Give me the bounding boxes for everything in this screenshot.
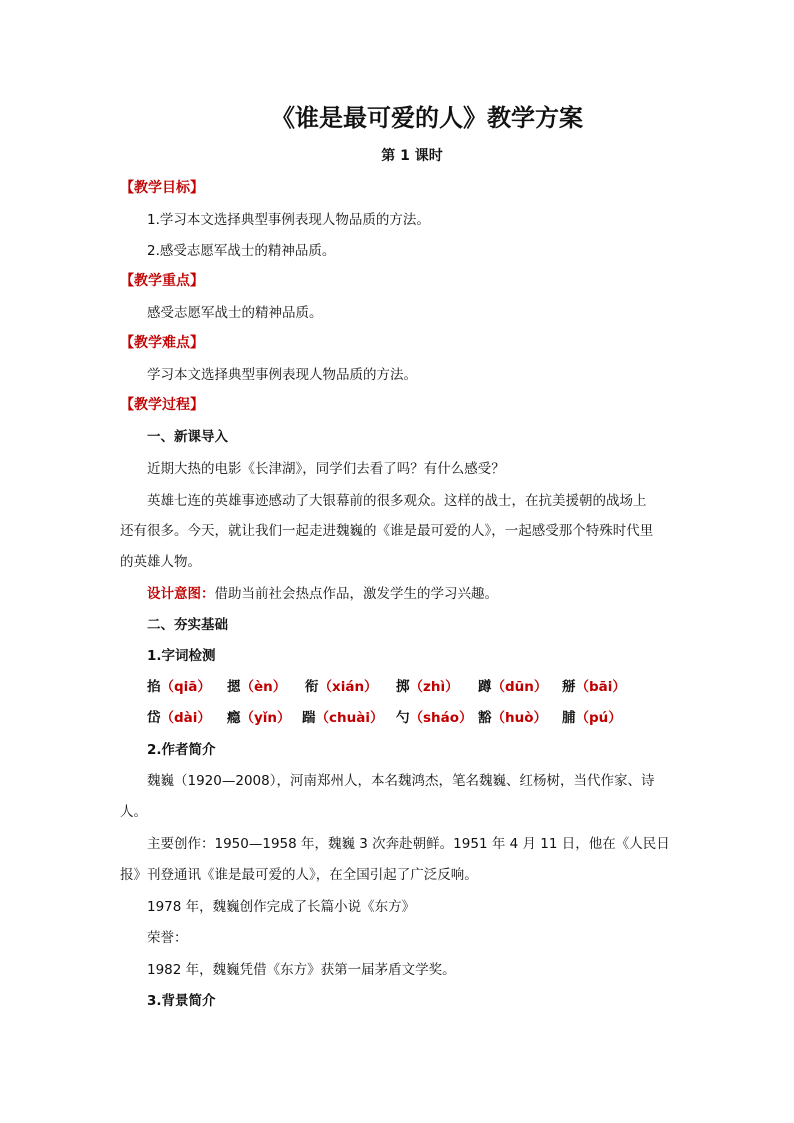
vocab-item: 踹（chuài） [302,710,384,726]
objectives-heading: 【教学目标】 [120,180,204,196]
part2-heading: 二、夯实基础 [147,617,228,633]
vocab-item: 掐（qiā） [147,679,211,695]
difficulty-heading: 【教学难点】 [120,335,204,351]
part1-heading: 一、新课导入 [147,429,228,445]
focus-text: 感受志愿军战士的精神品质。 [147,305,323,321]
part1-paragraph-2-line-2: 还有很多。今天，就让我们一起走进魏巍的《谁是最可爱的人》，一起感受那个特殊时代里 [120,523,654,539]
honor-text: 1982 年，魏巍凭借《东方》获第一届茅盾文学奖。 [147,962,456,978]
background-heading: 3.背景简介 [147,993,216,1009]
process-heading: 【教学过程】 [120,397,204,413]
part1-paragraph-1: 近期大热的电影《长津湖》，同学们去看了吗？有什么感受？ [147,461,505,477]
focus-heading: 【教学重点】 [120,273,204,289]
design-intent-text: 借助当前社会热点作品，激发学生的学习兴趣。 [214,586,498,602]
honor-label: 荣誉： [147,930,188,946]
vocab-item: 瘾（yǐn） [227,710,291,726]
document-title: 《谁是最可爱的人》教学方案 [271,103,583,132]
vocab-item: 脯（pú） [562,710,622,726]
part1-paragraph-2-line-1: 英雄七连的英雄事迹感动了大银幕前的很多观众。这样的战士，在抗美援朝的战场上 [147,493,647,509]
objective-item-2: 2.感受志愿军战士的精神品质。 [147,243,336,259]
part1-paragraph-2-line-3: 的英雄人物。 [120,554,201,570]
works-line-2: 报》刊登通讯《谁是最可爱的人》，在全国引起了广泛反响。 [120,867,478,883]
vocab-item: 岱（dài） [147,710,211,726]
works-line-1: 主要创作：1950—1958 年，魏巍 3 次奔赴朝鲜。1951 年 4 月 11 日，他在《人民日 [147,836,670,852]
works-1978: 1978 年，魏巍创作完成了长篇小说《东方》 [147,899,416,915]
design-intent [147,582,498,602]
vocab-item: 衔（xián） [305,679,378,695]
author-line-2: 人。 [120,804,147,820]
vocab-item: 掰（bāi） [562,679,626,695]
vocab-item: 摁（èn） [227,679,287,695]
vocab-item: 豁（huò） [478,710,547,726]
vocab-item: 掷（zhì） [396,679,459,695]
difficulty-text: 学习本文选择典型事例表现人物品质的方法。 [147,367,417,383]
author-line-1: 魏巍（1920—2008），河南郑州人，本名魏鸿杰，笔名魏巍、红杨树，当代作家、诗 [147,773,655,789]
design-intent-label: 设计意图： [147,586,215,602]
author-heading: 2.作者简介 [147,742,216,758]
lesson-subtitle: 第 1 课时 [381,148,443,164]
objective-item-1: 1.学习本文选择典型事例表现人物品质的方法。 [147,212,430,228]
vocab-heading: 1.字词检测 [147,648,216,664]
vocab-item: 勺（sháo） [396,710,473,726]
vocab-item: 蹲（dūn） [478,679,548,695]
